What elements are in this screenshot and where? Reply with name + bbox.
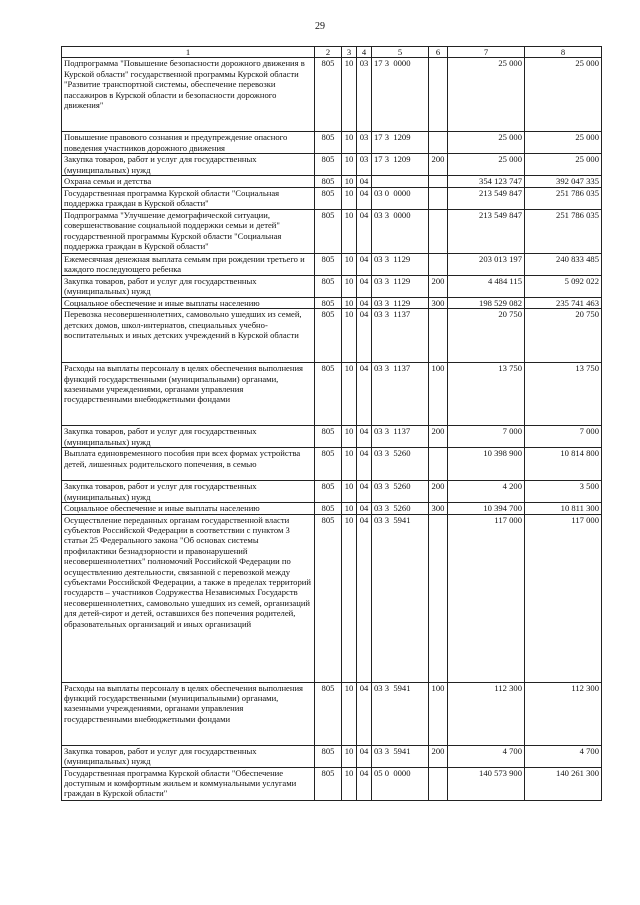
row-target-code: 03 3 1129: [372, 275, 429, 297]
row-section-code: 10: [342, 58, 357, 132]
row-amount-year-1: 140 573 900: [448, 767, 525, 800]
row-grbs-code: 805: [315, 187, 342, 209]
row-target-code: 03 3 5941: [372, 745, 429, 767]
row-section-code: 10: [342, 426, 357, 448]
row-amount-year-2: 392 047 335: [525, 176, 602, 187]
row-subsection-code: 04: [357, 503, 372, 514]
row-amount-year-1: 213 549 847: [448, 209, 525, 253]
row-target-code: 17 3 0000: [372, 58, 429, 132]
row-grbs-code: 805: [315, 176, 342, 187]
column-header: 7: [448, 47, 525, 58]
row-description: Охрана семьи и детства: [62, 176, 315, 187]
row-subsection-code: 04: [357, 745, 372, 767]
row-target-code: 03 3 1129: [372, 297, 429, 308]
row-description: Закупка товаров, работ и услуг для государственных (муниципальных) нужд: [62, 745, 315, 767]
row-amount-year-2: 10 811 300: [525, 503, 602, 514]
row-target-code: 03 3 5941: [372, 514, 429, 682]
row-target-code: [372, 176, 429, 187]
row-amount-year-1: 203 013 197: [448, 253, 525, 275]
row-section-code: 10: [342, 154, 357, 176]
row-grbs-code: 805: [315, 58, 342, 132]
table-row: [62, 481, 602, 503]
row-description: Расходы на выплаты персоналу в целях обеспечения выполнения функций государственными (муниципальными) органами, казенными учреждениями, органами управления государственными внебюджетными фондами: [62, 682, 315, 745]
row-expense-type-code: 200: [429, 481, 448, 503]
row-amount-year-2: 10 814 800: [525, 448, 602, 481]
row-expense-type-code: [429, 767, 448, 800]
row-description: Социальное обеспечение и иные выплаты населению: [62, 503, 315, 514]
row-section-code: 10: [342, 503, 357, 514]
row-expense-type-code: 200: [429, 745, 448, 767]
table-row: [62, 209, 602, 253]
row-target-code: 03 3 5941: [372, 682, 429, 745]
row-section-code: 10: [342, 363, 357, 426]
row-amount-year-2: 25 000: [525, 58, 602, 132]
row-amount-year-1: 4 700: [448, 745, 525, 767]
row-subsection-code: 04: [357, 253, 372, 275]
row-section-code: 10: [342, 275, 357, 297]
row-section-code: 10: [342, 297, 357, 308]
row-subsection-code: 04: [357, 176, 372, 187]
column-header: 4: [357, 47, 372, 58]
row-section-code: 10: [342, 187, 357, 209]
row-description: Осуществление переданных органам государственной власти субъектов Российской Федерации в соответствии с пунктом 3 статьи 25 Федерального закона "Об основах системы профилактики безнадзорности и правонарушений несовершеннолетних" полномочий Российской Федерации по осуществлению деятельности, связанной с перевозкой между субъектами Российской Федерации, а также в пределах территорий государств – участников Содружества Независимых Государств несовершеннолетних, самовольно ушедших из семей, организаций для детей-сирот и детей, оставшихся без попечения родителей, образовательных организаций и иных организаций: [62, 514, 315, 682]
row-section-code: 10: [342, 209, 357, 253]
row-expense-type-code: 100: [429, 363, 448, 426]
table-row: [62, 448, 602, 481]
row-section-code: 10: [342, 448, 357, 481]
table-row: [62, 253, 602, 275]
row-subsection-code: 04: [357, 682, 372, 745]
budget-table: [61, 46, 602, 801]
table-row: [62, 132, 602, 154]
row-subsection-code: 04: [357, 209, 372, 253]
row-grbs-code: 805: [315, 426, 342, 448]
row-expense-type-code: [429, 187, 448, 209]
row-grbs-code: 805: [315, 363, 342, 426]
row-amount-year-2: 240 833 485: [525, 253, 602, 275]
row-amount-year-1: 112 300: [448, 682, 525, 745]
header-row: [62, 47, 602, 58]
row-expense-type-code: [429, 514, 448, 682]
row-grbs-code: 805: [315, 253, 342, 275]
row-amount-year-2: 25 000: [525, 154, 602, 176]
column-header: 2: [315, 47, 342, 58]
row-target-code: 05 0 0000: [372, 767, 429, 800]
row-section-code: 10: [342, 514, 357, 682]
row-description: Социальное обеспечение и иные выплаты населению: [62, 297, 315, 308]
table-row: [62, 309, 602, 363]
row-subsection-code: 04: [357, 309, 372, 363]
row-amount-year-1: 354 123 747: [448, 176, 525, 187]
row-amount-year-1: 117 000: [448, 514, 525, 682]
row-expense-type-code: [429, 209, 448, 253]
row-amount-year-2: 13 750: [525, 363, 602, 426]
row-subsection-code: 04: [357, 448, 372, 481]
row-amount-year-1: 4 200: [448, 481, 525, 503]
row-description: Расходы на выплаты персоналу в целях обеспечения выполнения функций государственными (муниципальными) органами, казенными учреждениями, органами управления государственными внебюджетными фондами: [62, 363, 315, 426]
table-row: [62, 275, 602, 297]
row-target-code: 03 3 1137: [372, 363, 429, 426]
row-grbs-code: 805: [315, 448, 342, 481]
row-subsection-code: 04: [357, 275, 372, 297]
row-expense-type-code: [429, 132, 448, 154]
row-description: Закупка товаров, работ и услуг для государственных (муниципальных) нужд: [62, 275, 315, 297]
table-row: [62, 745, 602, 767]
row-section-code: 10: [342, 745, 357, 767]
row-description: Подпрограмма "Повышение безопасности дорожного движения в Курской области" государственной программы Курской области "Развитие транспортной системы, обеспечение перевозки пассажиров в Курской области и безопасности дорожного движения": [62, 58, 315, 132]
row-amount-year-2: 117 000: [525, 514, 602, 682]
row-amount-year-2: 7 000: [525, 426, 602, 448]
table-row: [62, 682, 602, 745]
row-grbs-code: 805: [315, 209, 342, 253]
row-amount-year-1: 25 000: [448, 58, 525, 132]
row-subsection-code: 04: [357, 481, 372, 503]
row-section-code: 10: [342, 767, 357, 800]
row-grbs-code: 805: [315, 745, 342, 767]
row-subsection-code: 04: [357, 297, 372, 308]
row-target-code: 17 3 1209: [372, 154, 429, 176]
row-subsection-code: 04: [357, 363, 372, 426]
row-expense-type-code: [429, 309, 448, 363]
row-description: Закупка товаров, работ и услуг для государственных (муниципальных) нужд: [62, 154, 315, 176]
row-expense-type-code: 300: [429, 503, 448, 514]
table-body: [62, 58, 602, 800]
row-description: Ежемесячная денежная выплата семьям при рождении третьего и каждого последующего ребенка: [62, 253, 315, 275]
row-amount-year-1: 198 529 082: [448, 297, 525, 308]
row-expense-type-code: [429, 253, 448, 275]
row-amount-year-1: 13 750: [448, 363, 525, 426]
column-header: 6: [429, 47, 448, 58]
table-row: [62, 176, 602, 187]
page-number: 29: [315, 21, 325, 32]
row-grbs-code: 805: [315, 309, 342, 363]
row-target-code: 03 3 1137: [372, 309, 429, 363]
table-row: [62, 58, 602, 132]
row-subsection-code: 04: [357, 187, 372, 209]
table-row: [62, 503, 602, 514]
row-description: Закупка товаров, работ и услуг для государственных (муниципальных) нужд: [62, 426, 315, 448]
row-expense-type-code: 200: [429, 275, 448, 297]
row-expense-type-code: 100: [429, 682, 448, 745]
column-header: 8: [525, 47, 602, 58]
table-row: [62, 363, 602, 426]
table-row: [62, 426, 602, 448]
row-description: Государственная программа Курской области "Обеспечение доступным и комфортным жильем и коммунальными услугами граждан в Курской области": [62, 767, 315, 800]
row-amount-year-2: 3 500: [525, 481, 602, 503]
row-target-code: 03 3 5260: [372, 481, 429, 503]
row-amount-year-2: 251 786 035: [525, 209, 602, 253]
row-section-code: 10: [342, 132, 357, 154]
row-target-code: 03 3 5260: [372, 448, 429, 481]
row-description: Выплата единовременного пособия при всех формах устройства детей, лишенных родительского попечения, в семью: [62, 448, 315, 481]
row-amount-year-1: 20 750: [448, 309, 525, 363]
row-subsection-code: 03: [357, 58, 372, 132]
table-row: [62, 297, 602, 308]
row-subsection-code: 04: [357, 426, 372, 448]
row-subsection-code: 03: [357, 132, 372, 154]
row-expense-type-code: [429, 176, 448, 187]
row-grbs-code: 805: [315, 503, 342, 514]
row-subsection-code: 04: [357, 767, 372, 800]
table-row: [62, 514, 602, 682]
row-grbs-code: 805: [315, 297, 342, 308]
row-target-code: 03 3 1129: [372, 253, 429, 275]
column-header: 5: [372, 47, 429, 58]
row-amount-year-2: 20 750: [525, 309, 602, 363]
row-grbs-code: 805: [315, 481, 342, 503]
row-section-code: 10: [342, 682, 357, 745]
row-amount-year-1: 10 394 700: [448, 503, 525, 514]
row-description: Закупка товаров, работ и услуг для государственных (муниципальных) нужд: [62, 481, 315, 503]
row-grbs-code: 805: [315, 682, 342, 745]
row-description: Перевозка несовершеннолетних, самовольно ушедших из семей, детских домов, школ-интернатов, специальных учебно-воспитательных и иных детских учреждений в Курской области: [62, 309, 315, 363]
row-section-code: 10: [342, 253, 357, 275]
row-amount-year-1: 25 000: [448, 154, 525, 176]
row-grbs-code: 805: [315, 767, 342, 800]
row-target-code: 03 3 0000: [372, 209, 429, 253]
row-amount-year-1: 25 000: [448, 132, 525, 154]
table-row: [62, 154, 602, 176]
row-target-code: 03 3 1137: [372, 426, 429, 448]
row-target-code: 03 3 5260: [372, 503, 429, 514]
row-expense-type-code: 200: [429, 154, 448, 176]
row-amount-year-2: 112 300: [525, 682, 602, 745]
row-target-code: 03 0 0000: [372, 187, 429, 209]
row-amount-year-2: 140 261 300: [525, 767, 602, 800]
row-expense-type-code: [429, 448, 448, 481]
row-section-code: 10: [342, 309, 357, 363]
row-grbs-code: 805: [315, 514, 342, 682]
row-expense-type-code: 200: [429, 426, 448, 448]
row-expense-type-code: [429, 58, 448, 132]
row-grbs-code: 805: [315, 154, 342, 176]
row-subsection-code: 04: [357, 514, 372, 682]
row-amount-year-1: 4 484 115: [448, 275, 525, 297]
row-section-code: 10: [342, 481, 357, 503]
row-amount-year-2: 251 786 035: [525, 187, 602, 209]
row-amount-year-2: 235 741 463: [525, 297, 602, 308]
row-amount-year-1: 10 398 900: [448, 448, 525, 481]
row-description: Государственная программа Курской области "Социальная поддержка граждан в Курской области": [62, 187, 315, 209]
row-grbs-code: 805: [315, 132, 342, 154]
row-description: Подпрограмма "Улучшение демографической ситуации, совершенствование социальной поддержки семьи и детей" государственной программы Курской области "Социальная поддержка граждан в Курской области": [62, 209, 315, 253]
table-row: [62, 187, 602, 209]
row-subsection-code: 03: [357, 154, 372, 176]
row-section-code: 10: [342, 176, 357, 187]
table-row: [62, 767, 602, 800]
column-header: 3: [342, 47, 357, 58]
row-amount-year-2: 4 700: [525, 745, 602, 767]
row-description: Повышение правового сознания и предупреждение опасного поведения участников дорожного движения: [62, 132, 315, 154]
column-header: 1: [62, 47, 315, 58]
row-target-code: 17 3 1209: [372, 132, 429, 154]
row-amount-year-2: 25 000: [525, 132, 602, 154]
row-amount-year-1: 213 549 847: [448, 187, 525, 209]
row-amount-year-2: 5 092 022: [525, 275, 602, 297]
row-expense-type-code: 300: [429, 297, 448, 308]
row-amount-year-1: 7 000: [448, 426, 525, 448]
row-grbs-code: 805: [315, 275, 342, 297]
